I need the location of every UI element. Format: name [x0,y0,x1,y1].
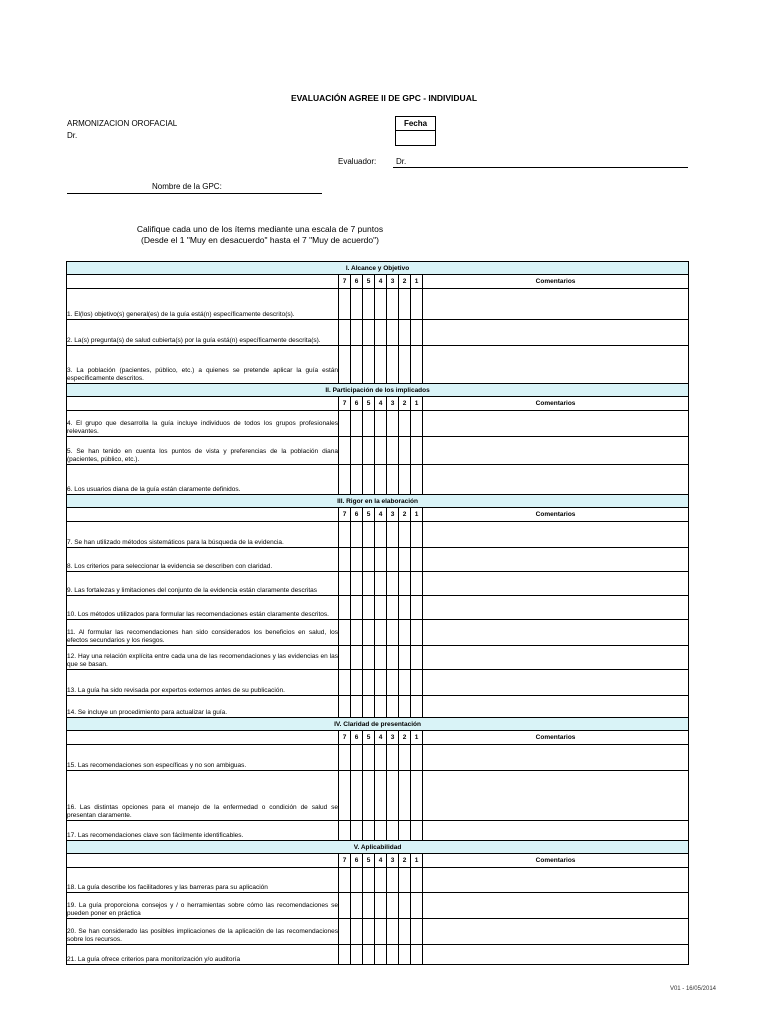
instructions-line-1: Califique cada uno de los ítems mediante una escala de 7 puntos [136,224,384,234]
score-cell[interactable] [411,771,423,821]
score-cell[interactable] [375,320,387,346]
item-row [67,945,689,965]
comment-cell[interactable] [423,572,689,596]
score-cell[interactable] [399,289,411,320]
score-header: 5 [363,854,375,868]
score-cell[interactable] [375,346,387,384]
item-row [67,868,689,893]
date-label: Fecha [396,117,435,131]
score-cell[interactable] [363,868,375,893]
score-cell[interactable] [375,548,387,572]
comment-cell[interactable] [423,893,689,919]
score-cell[interactable] [363,696,375,718]
comment-cell[interactable] [423,320,689,346]
score-header: 1 [411,854,423,868]
score-cell[interactable] [351,945,363,965]
score-cell[interactable] [363,548,375,572]
score-cell[interactable] [399,620,411,646]
comment-cell[interactable] [423,696,689,718]
score-cell[interactable] [351,465,363,495]
score-cell[interactable] [411,437,423,465]
score-cell[interactable] [351,919,363,945]
score-cell[interactable] [399,821,411,841]
score-cell[interactable] [339,670,351,696]
score-cell[interactable] [387,868,399,893]
item-row [67,548,689,572]
item-text: 16. Las distintas opciones para el manejo de la enfermedad o condición de salud se presentan claramente. [67,771,339,821]
item-text: 3. La población (pacientes, público, etc.) a quienes se pretende aplicar la guía están específicamente descritos. [67,346,339,384]
score-header: 4 [375,397,387,411]
score-cell[interactable] [411,646,423,670]
score-cell[interactable] [339,646,351,670]
score-cell[interactable] [399,411,411,437]
comments-header: Comentarios [423,508,689,522]
score-cell[interactable] [339,548,351,572]
instructions-line-2: (Desde el 1 "Muy en desacuerdo" hasta el 7 "Muy de acuerdo") [141,235,379,245]
score-header: 6 [351,275,363,289]
comment-cell[interactable] [423,620,689,646]
score-cell[interactable] [339,893,351,919]
item-text: 5. Se han tenido en cuenta los puntos de vista y preferencias de la población diana (pacientes, público, etc.). [67,437,339,465]
item-row [67,572,689,596]
score-cell[interactable] [399,522,411,548]
score-cell[interactable] [363,572,375,596]
score-cell[interactable] [375,893,387,919]
item-row [67,465,689,495]
score-cell[interactable] [399,465,411,495]
score-cell[interactable] [351,670,363,696]
score-cell[interactable] [363,919,375,945]
item-header-blank [67,275,339,289]
item-text: 15. Las recomendaciones son específicas y no son ambiguas. [67,745,339,771]
comment-cell[interactable] [423,945,689,965]
score-cell[interactable] [411,745,423,771]
score-cell[interactable] [363,465,375,495]
score-header: 1 [411,508,423,522]
score-cell[interactable] [363,821,375,841]
score-header: 6 [351,397,363,411]
comments-header: Comentarios [423,397,689,411]
score-cell[interactable] [387,289,399,320]
score-cell[interactable] [363,346,375,384]
score-header: 5 [363,397,375,411]
item-row [67,821,689,841]
score-cell[interactable] [411,696,423,718]
item-row [67,646,689,670]
item-text: 1. El(los) objetivo(s) general(es) de la guía está(n) específicamente descrito(s). [67,289,339,320]
item-row [67,320,689,346]
gpc-name-field[interactable] [67,193,322,194]
comment-cell[interactable] [423,821,689,841]
item-text: 11. Al formular las recomendaciones han sido considerados los beneficios en salud, los efectos secundarios y los riesgos. [67,620,339,646]
section-header: III. Rigor en la elaboración [67,495,689,508]
comment-cell[interactable] [423,868,689,893]
item-row [67,745,689,771]
score-header: 7 [339,397,351,411]
score-cell[interactable] [387,745,399,771]
score-cell[interactable] [363,289,375,320]
score-cell[interactable] [399,437,411,465]
score-header: 2 [399,508,411,522]
item-text: 2. La(s) pregunta(s) de salud cubierta(s) por la guía está(n) específicamente descrita(s). [67,320,339,346]
score-cell[interactable] [411,620,423,646]
item-text: 13. La guía ha sido revisada por expertos externos antes de su publicación. [67,670,339,696]
item-text: 9. Las fortalezas y limitaciones del conjunto de la evidencia están claramente descritas [67,572,339,596]
comment-cell[interactable] [423,919,689,945]
score-header: 7 [339,731,351,745]
score-cell[interactable] [363,670,375,696]
comment-cell[interactable] [423,771,689,821]
score-cell[interactable] [339,620,351,646]
item-text: 19. La guía proporciona consejos y / o herramientas sobre cómo las recomendaciones se pueden poner en práctica [67,893,339,919]
instructions [115,224,405,246]
item-row [67,346,689,384]
score-header: 1 [411,731,423,745]
item-header-blank [67,397,339,411]
score-cell[interactable] [399,670,411,696]
evaluation-table [66,261,689,965]
score-header: 6 [351,508,363,522]
item-header-blank [67,854,339,868]
score-header: 7 [339,854,351,868]
score-header: 3 [387,731,399,745]
score-header: 2 [399,275,411,289]
score-header: 4 [375,854,387,868]
score-cell[interactable] [411,572,423,596]
score-cell[interactable] [411,670,423,696]
score-cell[interactable] [375,670,387,696]
score-cell[interactable] [351,771,363,821]
item-row [67,919,689,945]
score-cell[interactable] [387,646,399,670]
score-cell[interactable] [339,596,351,620]
score-cell[interactable] [411,893,423,919]
score-cell[interactable] [411,821,423,841]
score-cell[interactable] [411,596,423,620]
item-row [67,893,689,919]
evaluator-label: Evaluador: [338,157,377,166]
score-cell[interactable] [363,437,375,465]
section-header: IV. Claridad de presentación [67,718,689,731]
item-header-blank [67,731,339,745]
comment-cell[interactable] [423,465,689,495]
score-cell[interactable] [411,522,423,548]
score-cell[interactable] [375,821,387,841]
score-cell[interactable] [411,465,423,495]
score-header: 6 [351,731,363,745]
item-text: 21. La guía ofrece criterios para monitorización y/o auditoría [67,945,339,965]
score-cell[interactable] [375,646,387,670]
score-header: 4 [375,508,387,522]
comments-header: Comentarios [423,731,689,745]
score-cell[interactable] [411,411,423,437]
score-cell[interactable] [399,696,411,718]
score-cell[interactable] [411,320,423,346]
score-cell[interactable] [339,919,351,945]
item-row [67,437,689,465]
score-cell[interactable] [387,893,399,919]
score-header: 4 [375,731,387,745]
gpc-name-label: Nombre de la GPC: [152,182,222,191]
score-cell[interactable] [399,945,411,965]
score-header: 5 [363,275,375,289]
comment-cell[interactable] [423,670,689,696]
score-header: 7 [339,275,351,289]
section-header: II. Participación de los implicados [67,384,689,397]
date-box[interactable] [395,116,436,146]
item-text: 18. La guía describe los facilitadores y las barreras para su aplicación [67,868,339,893]
score-cell[interactable] [387,320,399,346]
score-cell[interactable] [351,522,363,548]
item-text: 20. Se han considerado las posibles implicaciones de la aplicación de las recomendaciones sobre los recursos. [67,919,339,945]
score-cell[interactable] [363,745,375,771]
score-cell[interactable] [363,945,375,965]
score-cell[interactable] [375,771,387,821]
item-text: 4. El grupo que desarrolla la guía incluye individuos de todos los grupos profesionales relevantes. [67,411,339,437]
comment-cell[interactable] [423,548,689,572]
item-text: 6. Los usuarios diana de la guía están claramente definidos. [67,465,339,495]
score-cell[interactable] [375,945,387,965]
score-cell[interactable] [363,522,375,548]
item-text: 14. Se incluye un procedimiento para actualizar la guía. [67,696,339,718]
score-cell[interactable] [363,620,375,646]
comment-cell[interactable] [423,289,689,320]
score-cell[interactable] [339,572,351,596]
score-cell[interactable] [375,868,387,893]
comment-cell[interactable] [423,437,689,465]
score-cell[interactable] [399,346,411,384]
score-cell[interactable] [375,745,387,771]
score-header: 3 [387,508,399,522]
score-cell[interactable] [399,596,411,620]
doctor-line: Dr. [67,131,78,140]
score-header: 2 [399,397,411,411]
score-cell[interactable] [375,289,387,320]
score-cell[interactable] [351,437,363,465]
score-cell[interactable] [387,437,399,465]
score-cell[interactable] [387,696,399,718]
score-cell[interactable] [351,745,363,771]
score-header: 2 [399,731,411,745]
score-cell[interactable] [363,411,375,437]
comment-cell[interactable] [423,596,689,620]
score-cell[interactable] [399,320,411,346]
score-cell[interactable] [363,646,375,670]
score-cell[interactable] [399,572,411,596]
score-cell[interactable] [411,945,423,965]
score-cell[interactable] [387,522,399,548]
score-cell[interactable] [339,437,351,465]
score-header: 3 [387,275,399,289]
score-cell[interactable] [339,821,351,841]
score-cell[interactable] [375,696,387,718]
score-cell[interactable] [399,893,411,919]
score-cell[interactable] [387,572,399,596]
comment-cell[interactable] [423,745,689,771]
score-cell[interactable] [351,821,363,841]
score-cell[interactable] [375,465,387,495]
score-cell[interactable] [375,620,387,646]
score-cell[interactable] [351,411,363,437]
item-row [67,411,689,437]
item-row [67,696,689,718]
score-cell[interactable] [351,893,363,919]
score-cell[interactable] [351,289,363,320]
score-cell[interactable] [339,745,351,771]
score-cell[interactable] [387,771,399,821]
score-cell[interactable] [351,868,363,893]
item-row [67,522,689,548]
score-header: 1 [411,275,423,289]
item-text: 7. Se han utilizado métodos sistemáticos para la búsqueda de la evidencia. [67,522,339,548]
score-cell[interactable] [339,346,351,384]
score-cell[interactable] [339,771,351,821]
score-cell[interactable] [339,289,351,320]
comments-header: Comentarios [423,854,689,868]
score-cell[interactable] [375,572,387,596]
score-cell[interactable] [399,868,411,893]
score-cell[interactable] [375,437,387,465]
evaluator-field[interactable]: Dr. [393,157,688,168]
score-header: 2 [399,854,411,868]
score-cell[interactable] [387,670,399,696]
item-row [67,670,689,696]
score-cell[interactable] [387,596,399,620]
version-footer: V01 - 16/05/2014 [669,986,716,992]
score-cell[interactable] [339,522,351,548]
score-cell[interactable] [387,346,399,384]
section-header: V. Aplicabilidad [67,841,689,854]
comment-cell[interactable] [423,646,689,670]
item-text: 8. Los criterios para seleccionar la evidencia se describen con claridad. [67,548,339,572]
score-cell[interactable] [363,771,375,821]
score-cell[interactable] [351,320,363,346]
score-header: 7 [339,508,351,522]
score-cell[interactable] [351,646,363,670]
score-cell[interactable] [363,596,375,620]
score-cell[interactable] [339,696,351,718]
score-cell[interactable] [351,346,363,384]
score-cell[interactable] [411,346,423,384]
score-cell[interactable] [387,821,399,841]
item-row [67,596,689,620]
score-cell[interactable] [399,646,411,670]
item-text: 10. Los métodos utilizados para formular las recomendaciones están claramente descritos. [67,596,339,620]
score-cell[interactable] [351,696,363,718]
score-cell[interactable] [387,548,399,572]
score-cell[interactable] [339,320,351,346]
item-row [67,289,689,320]
score-cell[interactable] [387,919,399,945]
item-text: 12. Hay una relación explícita entre cada una de las recomendaciones y las evidencias en las que se basan. [67,646,339,670]
score-cell[interactable] [351,548,363,572]
item-row [67,771,689,821]
score-cell[interactable] [351,620,363,646]
score-cell[interactable] [339,945,351,965]
score-header: 3 [387,854,399,868]
score-cell[interactable] [375,596,387,620]
document-title: EVALUACIÓN AGREE II DE GPC - INDIVIDUAL [290,93,478,103]
score-cell[interactable] [375,522,387,548]
comment-cell[interactable] [423,522,689,548]
score-cell[interactable] [363,320,375,346]
score-cell[interactable] [399,548,411,572]
score-header: 5 [363,508,375,522]
score-header: 6 [351,854,363,868]
score-cell[interactable] [387,945,399,965]
score-cell[interactable] [387,411,399,437]
comment-cell[interactable] [423,411,689,437]
score-cell[interactable] [399,745,411,771]
score-header: 5 [363,731,375,745]
score-cell[interactable] [387,620,399,646]
score-cell[interactable] [411,868,423,893]
item-row [67,620,689,646]
score-cell[interactable] [387,465,399,495]
score-header: 1 [411,397,423,411]
score-cell[interactable] [339,411,351,437]
comments-header: Comentarios [423,275,689,289]
score-cell[interactable] [363,893,375,919]
section-header: I. Alcance y Objetivo [67,262,689,275]
organization-name: ARMONIZACION OROFACIAL [67,119,178,128]
score-cell[interactable] [411,548,423,572]
score-cell[interactable] [399,919,411,945]
score-header: 3 [387,397,399,411]
score-cell[interactable] [399,771,411,821]
score-cell[interactable] [339,465,351,495]
score-cell[interactable] [411,289,423,320]
score-cell[interactable] [375,919,387,945]
comment-cell[interactable] [423,346,689,384]
score-header: 4 [375,275,387,289]
score-cell[interactable] [339,868,351,893]
score-cell[interactable] [351,572,363,596]
score-cell[interactable] [351,596,363,620]
item-text: 17. Las recomendaciones clave son fácilmente identificables. [67,821,339,841]
score-cell[interactable] [411,919,423,945]
score-cell[interactable] [375,411,387,437]
item-header-blank [67,508,339,522]
